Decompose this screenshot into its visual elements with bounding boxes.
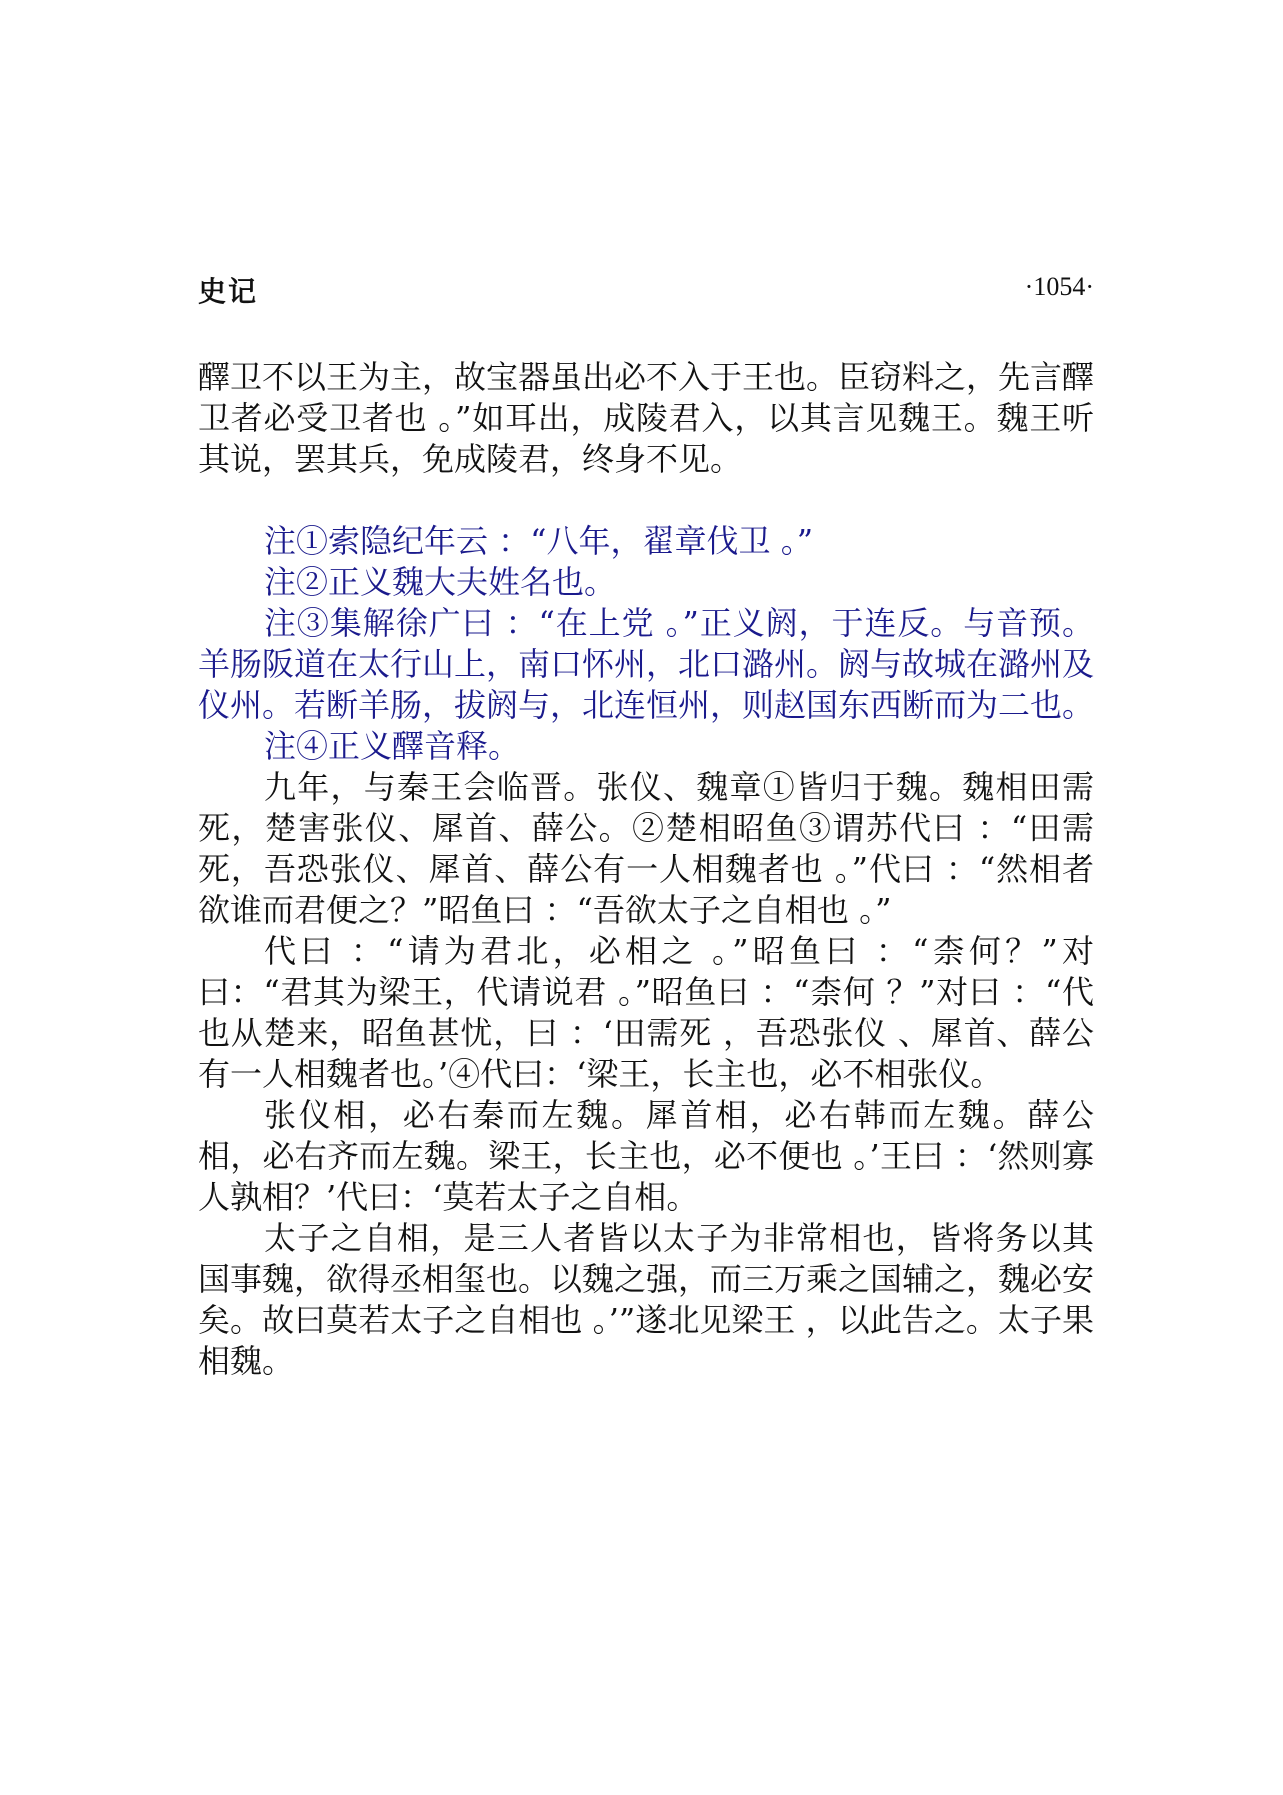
footnote-1: 注①索隐纪年云 ：“八年，翟章伐卫 。” [264, 522, 814, 560]
paragraph: 醳卫不以王为主，故宝器虽出必不入于王也。臣窃料之，先言醳卫者必受卫者也 。”如耳出，成陵君入，以其言见魏王。魏王听其说，罢其兵，免成陵君，终身不见。 [198, 358, 1095, 478]
page-body [198, 357, 1094, 1382]
paragraph: 代曰 ：“请为君北，必相之 。”昭鱼曰 ：“柰何？”对曰：“君其为梁王，代请说君 。”昭鱼曰 ：“柰何 ？”对曰 ：“代也从楚来，昭鱼甚忧，曰 ：‘田需死 ，吾恐张仪 、犀首、薛公有一人相魏者也。’④代曰：‘梁王，长主也，必不相张仪。 [198, 932, 1094, 1093]
footnote-4: 注④正义醳音释。 [264, 727, 521, 765]
paragraph: 太子之自相，是三人者皆以太子为非常相也，皆将务以其国事魏，欲得丞相玺也。以魏之强，而三万乘之国辅之，魏必安矣。故曰莫若太子之自相也 。’”遂北见梁王 ，以此告之。太子果相魏。 [198, 1219, 1095, 1380]
paragraph: 张仪相，必右秦而左魏。犀首相，必右韩而左魏。薛公相，必右齐而左魏。梁王，长主也，必不便也 。’王曰 ：‘然则寡人孰相？’代曰：‘莫若太子之自相。 [198, 1096, 1094, 1216]
paragraph: 九年，与秦王会临晋。张仪、魏章①皆归于魏。魏相田需死，楚害张仪、犀首、薛公。②楚相昭鱼③谓苏代曰 ：“田需死，吾恐张仪、犀首、薛公有一人相魏者也 。”代曰 ：“然相者欲谁而君便之？”昭鱼曰 ：“吾欲太子之自相也 。” [198, 768, 1094, 929]
paragraph-gap [198, 480, 1094, 521]
footnote-2: 注②正义魏大夫姓名也。 [264, 563, 617, 601]
page-header [198, 270, 1094, 310]
page-number: ·1054· [1024, 272, 1094, 301]
footnote-3: 注③集解徐广曰 ：“在上党 。”正义阏，于连反。与音预。羊肠阪道在太行山上，南口怀州，北口潞州。阏与故城在潞州及仪州。若断羊肠，拔阏与，北连恒州，则赵国东西断而为二也。 [198, 604, 1095, 724]
book-title: 史记 [198, 275, 259, 308]
